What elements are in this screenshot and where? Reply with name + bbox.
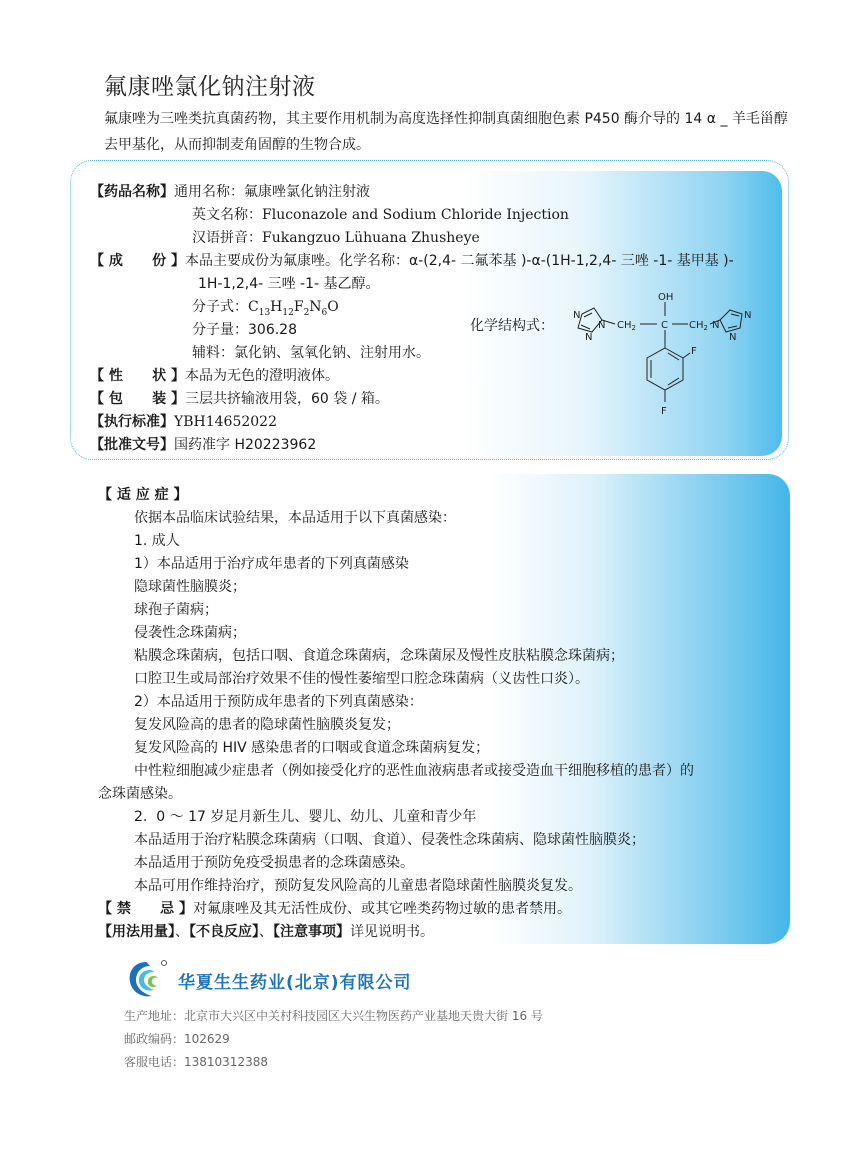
approval-row bbox=[90, 434, 316, 456]
package-label: 【 包 装 】 bbox=[90, 391, 185, 407]
company-logo-icon bbox=[124, 958, 168, 1002]
structure-diagram bbox=[560, 290, 770, 430]
indication-line: 本品适用于治疗粘膜念珠菌病（口咽、食道）、侵袭性念珠菌病、隐球菌性脑膜炎； bbox=[134, 832, 645, 848]
address: 生产地址：北京市大兴区中关村科技园区大兴生物医药产业基地天贵大街 16 号 bbox=[124, 1009, 543, 1023]
indications-label: 【 适 应 症 】 bbox=[98, 487, 188, 503]
excipients: 辅料：氯化钠、氢氧化钠、注射用水。 bbox=[192, 345, 430, 361]
english-name: 英文名称：Fluconazole and Sodium Chloride Injection bbox=[192, 207, 569, 223]
f-label-2: F bbox=[661, 406, 667, 417]
notes-label: 【注意事项】 bbox=[273, 924, 350, 940]
property-row bbox=[90, 365, 339, 387]
indication-line: 1. 成人 bbox=[134, 533, 180, 549]
property-text: 本品为无色的澄明液体。 bbox=[185, 368, 339, 384]
indication-line: 侵袭性念珠菌病； bbox=[134, 625, 246, 641]
center-c: C bbox=[661, 320, 668, 331]
component-row bbox=[90, 250, 734, 272]
approval-text: 国药准字 H20223962 bbox=[174, 437, 317, 453]
adverse-label: 【不良反应】 bbox=[189, 924, 259, 940]
property-label: 【 性 状 】 bbox=[90, 368, 185, 384]
oh-label: OH bbox=[658, 292, 674, 303]
package-text: 三层共挤输液用袋，60 袋 / 箱。 bbox=[185, 391, 389, 407]
indication-line: 念珠菌感染。 bbox=[98, 786, 182, 802]
indication-line: 中性粒细胞减少症患者（例如接受化疗的恶性血液病患者或接受造血干细胞移植的患者）的 bbox=[134, 763, 694, 779]
indication-line: 2. 0 ～ 17 岁足月新生儿、婴儿、幼儿、儿童和青少年 bbox=[134, 809, 477, 825]
usage-label: 【用法用量】 bbox=[98, 924, 175, 940]
standard-text: YBH14652022 bbox=[174, 414, 277, 430]
indication-line: 1）本品适用于治疗成年患者的下列真菌感染 bbox=[134, 556, 409, 572]
indication-line: 隐球菌性脑膜炎； bbox=[134, 579, 246, 595]
n-label-2: N bbox=[585, 332, 593, 343]
separator: 、 bbox=[259, 924, 273, 940]
f-label-1: F bbox=[691, 346, 697, 357]
drug-name-label: 【药品名称】 bbox=[90, 184, 174, 200]
ch2-left-sub: 2 bbox=[631, 324, 636, 332]
separator: 、 bbox=[175, 924, 189, 940]
contraindication-label: 【 禁 忌 】 bbox=[98, 901, 193, 917]
molecular-weight: 分子量：306.28 bbox=[192, 322, 297, 338]
approval-label: 【批准文号】 bbox=[90, 437, 174, 453]
ch2-right-ch: CH bbox=[689, 320, 704, 331]
component-text-2: 1H-1,2,4- 三唑 -1- 基乙醇。 bbox=[198, 276, 380, 292]
component-text-1: 本品主要成份为氟康唑。化学名称：α-(2,4- 二氟苯基 )-α-(1H-1,2,4- 三唑 -1- 基甲基 )- bbox=[185, 253, 734, 269]
package-row bbox=[90, 388, 389, 410]
ch2-left-ch: CH bbox=[617, 320, 632, 331]
indication-line: 本品可用作维持治疗，预防复发风险高的儿童患者隐球菌性脑膜炎复发。 bbox=[134, 878, 582, 894]
structure-label: 化学结构式： bbox=[470, 318, 554, 334]
ch2-right bbox=[689, 320, 708, 332]
postcode: 邮政编码：102629 bbox=[124, 1032, 230, 1046]
pinyin-name: 汉语拼音：Fukangzuo Lühuana Zhusheye bbox=[192, 230, 480, 246]
formula-prefix: 分子式： bbox=[192, 299, 248, 315]
contraindication-row bbox=[98, 898, 571, 920]
ch2-right-sub: 2 bbox=[703, 324, 708, 332]
indication-line: 依据本品临床试验结果，本品适用于以下真菌感染： bbox=[134, 510, 456, 526]
refer-row bbox=[98, 921, 434, 943]
indication-line: 粘膜念珠菌病，包括口咽、食道念珠菌病，念珠菌尿及慢性皮肤粘膜念珠菌病； bbox=[134, 648, 624, 664]
n-label-5: N bbox=[744, 310, 752, 321]
intro-paragraph: 氟康唑为三唑类抗真菌药物，其主要作用机制为高度选择性抑制真菌细胞色素 P450 酶介导的 14 α _ 羊毛甾醇去甲基化，从而抑制麦角固醇的生物合成。 bbox=[104, 111, 788, 153]
company-name: 华夏生生药业(北京)有限公司 bbox=[178, 973, 412, 993]
generic-name: 通用名称：氟康唑氯化钠注射液 bbox=[174, 184, 370, 200]
phone: 客服电话：13810312388 bbox=[124, 1055, 268, 1069]
indication-line: 口腔卫生或局部治疗效果不佳的慢性萎缩型口腔念珠菌病（义齿性口炎）。 bbox=[134, 671, 589, 687]
drug-name-row bbox=[90, 181, 370, 203]
indication-line: 复发风险高的 HIV 感染患者的口咽或食道念珠菌病复发； bbox=[134, 740, 490, 756]
page-title: 氟康唑氯化钠注射液 bbox=[104, 74, 316, 100]
n-label-3: N bbox=[598, 320, 606, 331]
see-instructions: 详见说明书。 bbox=[350, 924, 434, 940]
standard-label: 【执行标准】 bbox=[90, 414, 174, 430]
indication-line: 2）本品适用于预防成年患者的下列真菌感染： bbox=[134, 694, 423, 710]
standard-row bbox=[90, 411, 277, 433]
indication-line: 球孢子菌病； bbox=[134, 602, 218, 618]
n-label-1: N bbox=[573, 310, 581, 321]
n-label-6: N bbox=[729, 332, 737, 343]
ch2-left bbox=[617, 320, 636, 332]
contraindication-text: 对氟康唑及其无活性成份、或其它唑类药物过敏的患者禁用。 bbox=[193, 901, 571, 917]
molecular-formula: $C_{13}H_{12}F_2N_6O$ bbox=[248, 299, 339, 318]
indication-line: 复发风险高的患者的隐球菌性脑膜炎复发； bbox=[134, 717, 400, 733]
n-label-4: N bbox=[712, 320, 720, 331]
chemical-structure bbox=[470, 290, 770, 430]
component-label: 【 成 份 】 bbox=[90, 253, 185, 269]
indication-line: 本品适用于预防免疫受损患者的念珠菌感染。 bbox=[134, 855, 414, 871]
